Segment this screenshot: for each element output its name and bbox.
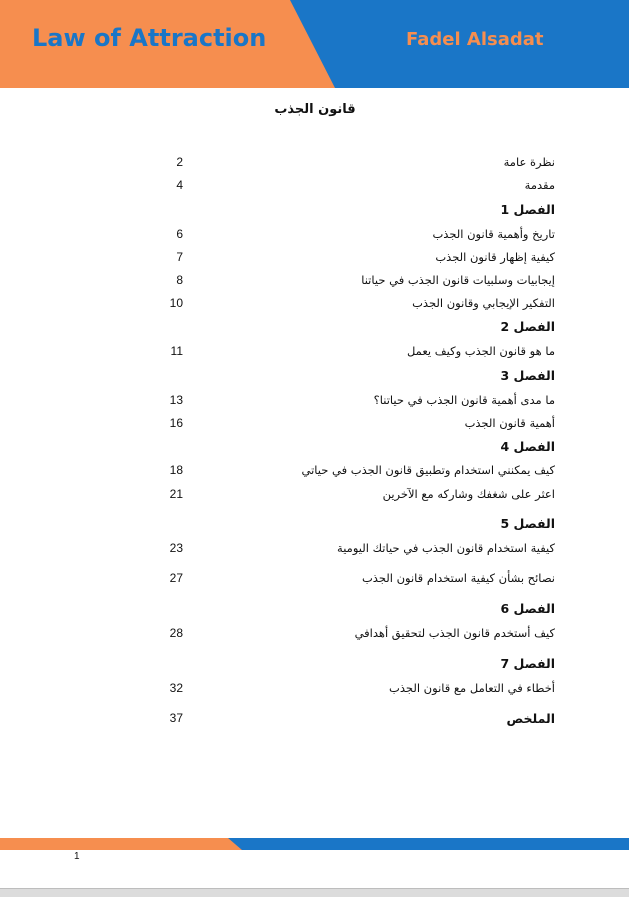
toc-entry-row bbox=[0, 393, 629, 413]
toc-page-number: 32 bbox=[169, 681, 183, 695]
toc-page-number: 28 bbox=[169, 626, 183, 640]
toc-chapter-row bbox=[0, 439, 629, 459]
toc-chapter-label: الفصل 5 bbox=[500, 516, 555, 531]
toc-chapter-label: الفصل 4 bbox=[500, 439, 555, 454]
toc-entry-label: أخطاء في التعامل مع قانون الجذب bbox=[389, 681, 555, 695]
toc-entry-row bbox=[0, 250, 629, 270]
toc-chapter-row bbox=[0, 202, 629, 222]
toc-chapter-row bbox=[0, 601, 629, 621]
toc-entry-row bbox=[0, 626, 629, 646]
toc-chapter-label: الفصل 1 bbox=[500, 202, 555, 217]
toc-entry-label: مقدمة bbox=[524, 178, 555, 192]
toc-page-number: 11 bbox=[170, 344, 183, 358]
page-footer bbox=[0, 838, 629, 850]
document-title: Law of Attraction bbox=[32, 24, 267, 52]
page-header bbox=[0, 0, 629, 88]
toc-page-number: 13 bbox=[169, 393, 183, 407]
toc-entry-row bbox=[0, 416, 629, 436]
toc-page-number: 37 bbox=[169, 711, 183, 725]
toc-chapter-label: الفصل 7 bbox=[500, 656, 555, 671]
toc-page-number: 4 bbox=[176, 178, 183, 192]
toc-entry-row bbox=[0, 178, 629, 198]
toc-entry-label: ما هو قانون الجذب وكيف يعمل bbox=[406, 344, 555, 358]
toc-entry-label: نصائح بشأن كيفية استخدام قانون الجذب bbox=[361, 571, 555, 585]
toc-page-number: 27 bbox=[169, 571, 183, 585]
toc-entry-label: نظرة عامة bbox=[503, 155, 555, 169]
toc-entry-row bbox=[0, 571, 629, 591]
toc-page-number: 2 bbox=[176, 155, 183, 169]
toc-entry-row bbox=[0, 273, 629, 293]
toc-entry-label: اعثر على شغفك وشاركه مع الآخرين bbox=[382, 487, 555, 501]
toc-page-number: 21 bbox=[169, 487, 183, 501]
toc-entry-label: كيفية إظهار قانون الجذب bbox=[435, 250, 555, 264]
toc-entry-label: ما مدى أهمية قانون الجذب في حياتنا؟ bbox=[373, 393, 555, 407]
toc-page-number: 16 bbox=[169, 416, 183, 430]
toc-chapter-label: الملخص bbox=[506, 711, 555, 726]
toc-entry-row bbox=[0, 155, 629, 175]
toc-page-number: 6 bbox=[176, 227, 183, 241]
toc-entry-row bbox=[0, 541, 629, 561]
toc-chapter-row bbox=[0, 319, 629, 339]
toc-chapter-label: الفصل 3 bbox=[500, 368, 555, 383]
toc-entry-label: كيفية استخدام قانون الجذب في حياتك اليومية bbox=[337, 541, 555, 555]
toc-chapter-label: الفصل 6 bbox=[500, 601, 555, 616]
author-name: Fadel Alsadat bbox=[406, 29, 544, 50]
toc-entry-row bbox=[0, 681, 629, 701]
toc-page-number: 10 bbox=[169, 296, 183, 310]
toc-entry-label: كيف أستخدم قانون الجذب لتحقيق أهدافي bbox=[354, 626, 555, 640]
toc-entry-row bbox=[0, 344, 629, 364]
toc-entry-row bbox=[0, 227, 629, 247]
toc-chapter-row bbox=[0, 516, 629, 536]
toc-entry-label: أهمية قانون الجذب bbox=[464, 416, 555, 430]
toc-chapter-row bbox=[0, 656, 629, 676]
toc-entry-row bbox=[0, 296, 629, 316]
footer-banner-shape bbox=[0, 838, 629, 850]
toc-entry-label: تاريخ وأهمية قانون الجذب bbox=[432, 227, 555, 241]
toc-entry-row bbox=[0, 463, 629, 483]
toc-chapter-label: الفصل 2 bbox=[500, 319, 555, 334]
toc-entry-label: التفكير الإيجابي وقانون الجذب bbox=[412, 296, 555, 310]
toc-page-number: 23 bbox=[169, 541, 183, 555]
toc-entry-label: إيجابيات وسلبيات قانون الجذب في حياتنا bbox=[361, 273, 555, 287]
toc-entry-label: كيف يمكنني استخدام وتطبيق قانون الجذب في حياتي bbox=[301, 463, 555, 477]
toc-entry-row bbox=[0, 487, 629, 507]
toc-heading: قانون الجذب bbox=[274, 102, 356, 117]
toc-chapter-row bbox=[0, 711, 629, 731]
toc-page-number: 7 bbox=[176, 250, 183, 264]
toc-page-number: 18 bbox=[169, 463, 183, 477]
toc-chapter-row bbox=[0, 368, 629, 388]
toc-page-number: 8 bbox=[176, 273, 183, 287]
page-number: 1 bbox=[74, 851, 80, 862]
